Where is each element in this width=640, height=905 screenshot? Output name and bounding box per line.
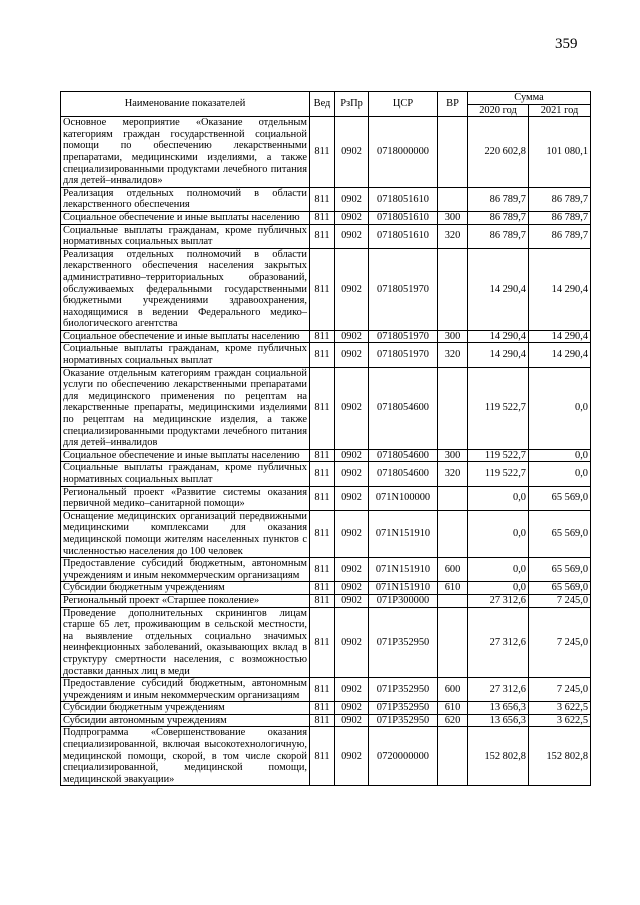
table-row — [61, 248, 591, 330]
row-vr — [438, 117, 468, 188]
row-csr: 071P352950 — [369, 702, 438, 715]
row-csr: 071N151910 — [369, 558, 438, 582]
row-sum-2021: 152 802,8 — [529, 727, 591, 786]
row-name: Предоставление субсидий бюджетным, автономным учреждениям и иным некоммерческим организациям — [61, 558, 310, 582]
row-csr: 0718051610 — [369, 224, 438, 248]
table-row — [61, 558, 591, 582]
row-sum-2021: 86 789,7 — [529, 224, 591, 248]
row-csr: 071P352950 — [369, 607, 438, 678]
table-row — [61, 607, 591, 678]
row-rzpr: 0902 — [335, 702, 369, 715]
row-sum-2020: 0,0 — [468, 486, 529, 510]
row-sum-2020: 86 789,7 — [468, 187, 529, 211]
row-sum-2020: 86 789,7 — [468, 211, 529, 224]
row-csr: 071P352950 — [369, 678, 438, 702]
row-sum-2020: 27 312,6 — [468, 678, 529, 702]
row-ved: 811 — [310, 558, 335, 582]
row-sum-2020: 0,0 — [468, 582, 529, 595]
row-ved: 811 — [310, 343, 335, 367]
page-number: 359 — [555, 36, 578, 52]
table-row — [61, 702, 591, 715]
row-name: Реализация отдельных полномочий в области лекарственного обеспечения — [61, 187, 310, 211]
row-sum-2021: 14 290,4 — [529, 330, 591, 343]
row-sum-2021: 7 245,0 — [529, 678, 591, 702]
row-ved: 811 — [310, 211, 335, 224]
row-rzpr: 0902 — [335, 248, 369, 330]
row-vr: 600 — [438, 558, 468, 582]
row-sum-2021: 86 789,7 — [529, 211, 591, 224]
row-ved: 811 — [310, 462, 335, 486]
row-name: Социальное обеспечение и иные выплаты населению — [61, 330, 310, 343]
table-row — [61, 343, 591, 367]
row-sum-2020: 0,0 — [468, 510, 529, 557]
row-sum-2021: 101 080,1 — [529, 117, 591, 188]
row-sum-2021: 0,0 — [529, 449, 591, 462]
row-sum-2021: 0,0 — [529, 462, 591, 486]
row-ved: 811 — [310, 367, 335, 449]
row-csr: 0718051970 — [369, 248, 438, 330]
row-sum-2021: 65 569,0 — [529, 558, 591, 582]
col-header-csr: ЦСР — [369, 92, 438, 117]
row-csr: 0718051610 — [369, 211, 438, 224]
col-header-name: Наименование показателей — [61, 92, 310, 117]
row-rzpr: 0902 — [335, 367, 369, 449]
row-vr — [438, 607, 468, 678]
row-rzpr: 0902 — [335, 594, 369, 607]
row-ved: 811 — [310, 248, 335, 330]
row-sum-2021: 86 789,7 — [529, 187, 591, 211]
table-row — [61, 117, 591, 188]
row-csr: 0718051610 — [369, 187, 438, 211]
row-ved: 811 — [310, 702, 335, 715]
row-rzpr: 0902 — [335, 343, 369, 367]
row-ved: 811 — [310, 449, 335, 462]
col-header-rzpr: РзПр — [335, 92, 369, 117]
row-rzpr: 0902 — [335, 678, 369, 702]
row-vr: 300 — [438, 330, 468, 343]
row-ved: 811 — [310, 594, 335, 607]
row-vr: 620 — [438, 714, 468, 727]
row-sum-2020: 27 312,6 — [468, 594, 529, 607]
row-rzpr: 0902 — [335, 449, 369, 462]
row-name: Субсидии автономным учреждениям — [61, 714, 310, 727]
col-header-2021: 2021 год — [529, 104, 591, 117]
row-vr — [438, 367, 468, 449]
row-name: Социальные выплаты гражданам, кроме публичных нормативных социальных выплат — [61, 343, 310, 367]
row-sum-2020: 14 290,4 — [468, 330, 529, 343]
row-sum-2021: 3 622,5 — [529, 714, 591, 727]
row-sum-2020: 27 312,6 — [468, 607, 529, 678]
row-sum-2021: 3 622,5 — [529, 702, 591, 715]
table-row — [61, 224, 591, 248]
row-rzpr: 0902 — [335, 558, 369, 582]
table-row — [61, 462, 591, 486]
row-name: Подпрограмма «Совершенствование оказания специализированной, включая высокотехнологичную, медицинской помощи, скорой, в том числе скорой специализированной, медицинской помощи, медицинской эвакуации» — [61, 727, 310, 786]
table-row — [61, 727, 591, 786]
row-name: Субсидии бюджетным учреждениям — [61, 702, 310, 715]
row-rzpr: 0902 — [335, 486, 369, 510]
row-ved: 811 — [310, 117, 335, 188]
col-header-2020: 2020 год — [468, 104, 529, 117]
row-vr — [438, 510, 468, 557]
row-ved: 811 — [310, 607, 335, 678]
row-sum-2020: 152 802,8 — [468, 727, 529, 786]
row-sum-2020: 13 656,3 — [468, 702, 529, 715]
row-rzpr: 0902 — [335, 582, 369, 595]
row-vr: 610 — [438, 702, 468, 715]
row-csr: 0718000000 — [369, 117, 438, 188]
row-sum-2021: 65 569,0 — [529, 582, 591, 595]
row-sum-2021: 65 569,0 — [529, 486, 591, 510]
row-ved: 811 — [310, 486, 335, 510]
row-ved: 811 — [310, 714, 335, 727]
row-sum-2020: 13 656,3 — [468, 714, 529, 727]
row-csr: 071P300000 — [369, 594, 438, 607]
table-row — [61, 211, 591, 224]
table-row — [61, 510, 591, 557]
row-ved: 811 — [310, 678, 335, 702]
row-rzpr: 0902 — [335, 714, 369, 727]
row-rzpr: 0902 — [335, 224, 369, 248]
row-vr: 320 — [438, 462, 468, 486]
row-ved: 811 — [310, 224, 335, 248]
row-sum-2020: 14 290,4 — [468, 248, 529, 330]
row-vr: 610 — [438, 582, 468, 595]
row-vr — [438, 248, 468, 330]
row-csr: 071N151910 — [369, 582, 438, 595]
row-name: Региональный проект «Развитие системы оказания первичной медико–санитарной помощи» — [61, 486, 310, 510]
row-ved: 811 — [310, 727, 335, 786]
row-csr: 0718054600 — [369, 367, 438, 449]
row-name: Проведение дополнительных скринингов лицам старше 65 лет, проживающим в сельской местности, на выявление отдельных социально значимых неинфекционных заболеваний, оказывающих вклад в структуру смертности населения, с возможностью доставки данных лиц в меди — [61, 607, 310, 678]
row-sum-2021: 65 569,0 — [529, 510, 591, 557]
row-vr — [438, 486, 468, 510]
table-row — [61, 594, 591, 607]
col-header-vr: ВР — [438, 92, 468, 117]
row-csr: 0718051970 — [369, 343, 438, 367]
row-vr: 600 — [438, 678, 468, 702]
row-sum-2021: 7 245,0 — [529, 594, 591, 607]
table-body — [61, 117, 591, 786]
row-sum-2020: 14 290,4 — [468, 343, 529, 367]
row-csr: 071N151910 — [369, 510, 438, 557]
table-row — [61, 187, 591, 211]
row-ved: 811 — [310, 187, 335, 211]
row-csr: 071N100000 — [369, 486, 438, 510]
row-csr: 0718054600 — [369, 462, 438, 486]
row-rzpr: 0902 — [335, 187, 369, 211]
row-rzpr: 0902 — [335, 462, 369, 486]
row-rzpr: 0902 — [335, 330, 369, 343]
row-ved: 811 — [310, 330, 335, 343]
row-vr — [438, 187, 468, 211]
row-vr: 320 — [438, 343, 468, 367]
table-row — [61, 582, 591, 595]
row-rzpr: 0902 — [335, 510, 369, 557]
row-csr: 0718051970 — [369, 330, 438, 343]
table-row — [61, 678, 591, 702]
table-row — [61, 367, 591, 449]
row-rzpr: 0902 — [335, 607, 369, 678]
row-name: Социальные выплаты гражданам, кроме публичных нормативных социальных выплат — [61, 462, 310, 486]
row-csr: 0720000000 — [369, 727, 438, 786]
table-header — [61, 92, 591, 117]
row-rzpr: 0902 — [335, 211, 369, 224]
row-sum-2020: 119 522,7 — [468, 462, 529, 486]
table-row — [61, 714, 591, 727]
row-sum-2020: 220 602,8 — [468, 117, 529, 188]
row-ved: 811 — [310, 510, 335, 557]
row-rzpr: 0902 — [335, 117, 369, 188]
row-sum-2020: 86 789,7 — [468, 224, 529, 248]
row-name: Субсидии бюджетным учреждениям — [61, 582, 310, 595]
row-vr — [438, 727, 468, 786]
table-row — [61, 330, 591, 343]
row-sum-2021: 0,0 — [529, 367, 591, 449]
row-name: Социальное обеспечение и иные выплаты населению — [61, 211, 310, 224]
row-sum-2020: 119 522,7 — [468, 449, 529, 462]
row-vr: 320 — [438, 224, 468, 248]
col-header-ved: Вед — [310, 92, 335, 117]
row-vr — [438, 594, 468, 607]
row-ved: 811 — [310, 582, 335, 595]
row-name: Реализация отдельных полномочий в области лекарственного обеспечения населения закрытых административно–территориальных образований, обслуживаемых федеральными государственными бюджетными учреждениями здравоохранения, находящимися в ведении Федерального медико–биологического агентства — [61, 248, 310, 330]
row-sum-2020: 119 522,7 — [468, 367, 529, 449]
table-row — [61, 449, 591, 462]
row-name: Оказание отдельным категориям граждан социальной услуги по обеспечению лекарственными препаратами для медицинского применения по рецептам на лекарственные препараты, медицинскими изделиями по рецептам на медицинские изделия, а также специализированными продуктами лечебного питания для детей–инвалидов — [61, 367, 310, 449]
row-vr: 300 — [438, 211, 468, 224]
row-name: Социальное обеспечение и иные выплаты населению — [61, 449, 310, 462]
row-name: Региональный проект «Старшее поколение» — [61, 594, 310, 607]
row-name: Оснащение медицинских организаций передвижными медицинскими комплексами для оказания медицинской помощи жителям населенных пунктов с численностью населения до 100 человек — [61, 510, 310, 557]
row-csr: 071P352950 — [369, 714, 438, 727]
row-vr: 300 — [438, 449, 468, 462]
row-name: Предоставление субсидий бюджетным, автономным учреждениям и иным некоммерческим организациям — [61, 678, 310, 702]
table-row — [61, 486, 591, 510]
row-sum-2020: 0,0 — [468, 558, 529, 582]
row-csr: 0718054600 — [369, 449, 438, 462]
row-name: Основное мероприятие «Оказание отдельным категориям граждан государственной социальной помощи по обеспечению лекарственными препаратами, медицинскими изделиями, а также специализированными продуктами лечебного питания для детей–инвалидов» — [61, 117, 310, 188]
row-sum-2021: 14 290,4 — [529, 248, 591, 330]
col-header-sum: Сумма — [468, 92, 591, 105]
budget-table — [60, 91, 591, 786]
row-rzpr: 0902 — [335, 727, 369, 786]
row-name: Социальные выплаты гражданам, кроме публичных нормативных социальных выплат — [61, 224, 310, 248]
row-sum-2021: 7 245,0 — [529, 607, 591, 678]
row-sum-2021: 14 290,4 — [529, 343, 591, 367]
